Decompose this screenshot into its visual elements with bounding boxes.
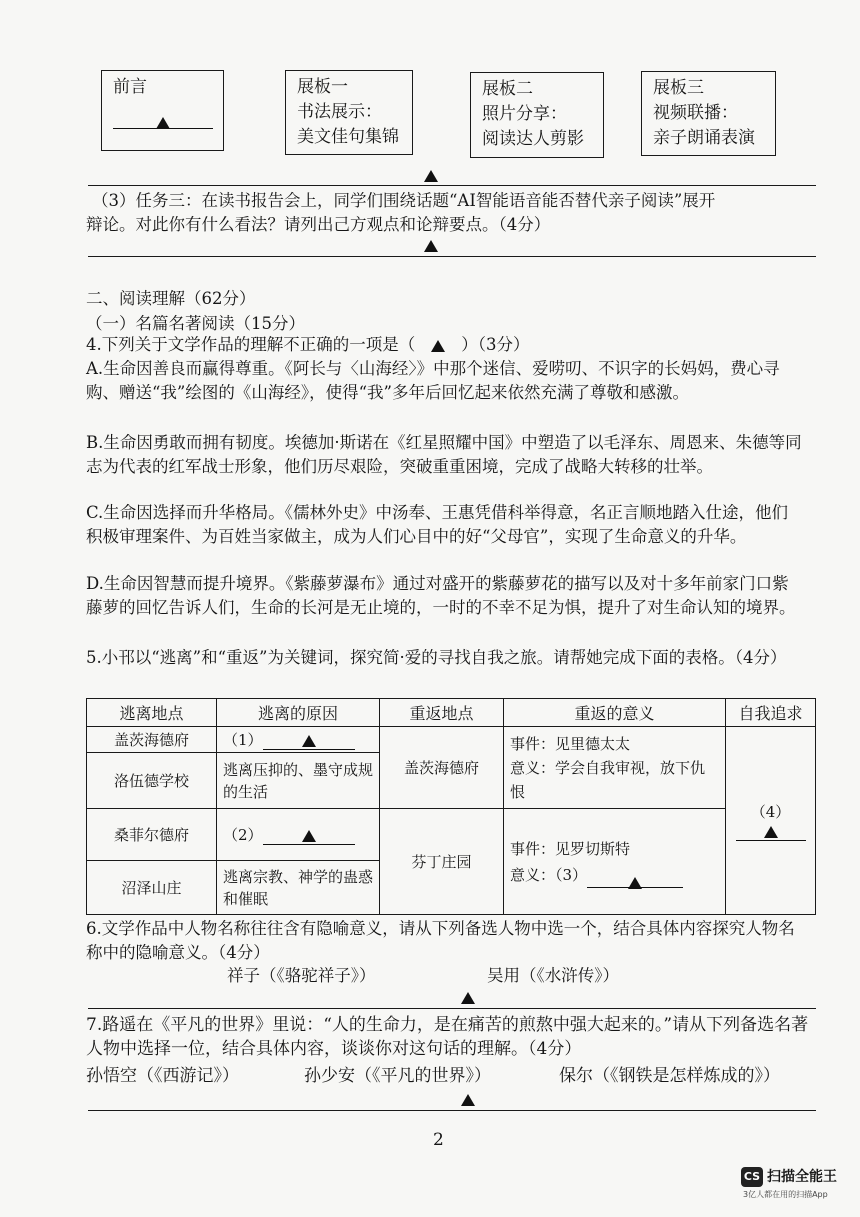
- task3-line2: 辩论。对此你有什么看法？请列出己方观点和论辩要点。（4分）: [86, 215, 551, 234]
- table-header: 逃离的原因: [217, 699, 380, 727]
- table-cell-return-place: 芬丁庄园: [380, 809, 504, 915]
- answer-triangle-icon: [628, 877, 642, 889]
- answer-triangle-icon: [424, 170, 438, 182]
- table-header: 逃离地点: [87, 699, 217, 727]
- answer-triangle-icon: [431, 340, 445, 352]
- task3-line1: （3）任务三：在读书报告会上，同学们围绕话题“AI智能语音能否替代亲子阅读”展开: [92, 191, 716, 210]
- table-cell-place: 桑菲尔德府: [87, 809, 217, 861]
- answer-triangle-icon: [302, 735, 316, 747]
- panel-line: 亲子朗诵表演: [653, 128, 755, 148]
- panel-2: [470, 72, 604, 158]
- q7-choice-2: 孙少安（《平凡的世界》）: [304, 1066, 491, 1086]
- table-header: 重返地点: [380, 699, 504, 727]
- q6-stem: 6.文学作品中人物名称往往含有隐喻意义，请从下列备选人物中选一个，结合具体内容探究人物名称中的隐喻意义。（4分）: [86, 919, 795, 962]
- table-cell-place: 盖茨海德府: [87, 727, 217, 753]
- answer-blank: [263, 731, 355, 750]
- answer-triangle-icon: [764, 826, 778, 838]
- q4-option-b: B.生命因勇敢而拥有韧度。埃德加·斯诺在《红星照耀中国》中塑造了以毛泽东、周恩来、朱德等同志为代表的红军战士形象，他们历尽艰险，突破重重困境，完成了战略大转移的壮举。: [86, 433, 802, 476]
- answer-blank: [263, 826, 355, 845]
- q7-choice-1: 孙悟空（《西游记》）: [86, 1066, 239, 1086]
- answer-triangle-icon: [461, 1094, 475, 1106]
- answer-line: [88, 1008, 816, 1009]
- q4-option-c: C.生命因选择而升华格局。《儒林外史》中汤奉、王惠凭借科举得意，名正言顺地踏入仕途，他们积极审理案件、为百姓当家做主，成为人们心目中的好“父母官”，实现了生命意义的升华。: [86, 503, 789, 546]
- table-cell-return-place: 盖茨海德府: [380, 727, 504, 809]
- watermark-tagline: 3亿人都在用的扫描App: [743, 1190, 828, 1199]
- subsection-title: （一）名篇名著阅读（15分）: [86, 314, 305, 333]
- q4-option-a: A.生命因善良而赢得尊重。《阿长与〈山海经〉》中那个迷信、爱唠叨、不识字的长妈妈，费心寻购、赠送“我”绘图的《山海经》，使得“我”多年后回忆起来依然充满了尊敬和感激。: [86, 359, 780, 402]
- panel-line: 阅读达人剪影: [482, 129, 584, 149]
- panel-line: 书法展示：: [297, 102, 382, 122]
- answer-line: [88, 1110, 816, 1111]
- watermark-name: 扫描全能王: [767, 1169, 837, 1185]
- section-title: 二、阅读理解（62分）: [86, 289, 256, 308]
- panel-preface: [101, 70, 224, 151]
- answer-triangle-icon: [156, 117, 170, 129]
- q4-option-d: D.生命因智慧而提升境界。《紫藤萝瀑布》通过对盛开的紫藤萝花的描写以及对十多年前家门口紫藤萝的回忆告诉人们，生命的长河是无止境的，一时的不幸不足为惧，提升了对生命认知的境界。: [86, 574, 796, 617]
- scanner-logo-icon: CS: [741, 1167, 763, 1187]
- table-cell-pursuit: （4）: [726, 727, 816, 915]
- answer-triangle-icon: [424, 240, 438, 252]
- panel-line: 视频联播：: [653, 103, 738, 123]
- panel-3: [641, 71, 776, 156]
- table-cell-meaning: 事件：见里德太太 意义：学会自我审视，放下仇恨: [504, 727, 726, 809]
- table-cell-place: 洛伍德学校: [87, 753, 217, 809]
- table-cell-meaning: 事件：见罗切斯特 意义：（3）: [504, 809, 726, 915]
- panel-title: 前言: [113, 77, 147, 97]
- panel-line: 美文佳句集锦: [297, 127, 399, 147]
- answer-blank: [587, 869, 683, 888]
- panel-line: 照片分享：: [482, 104, 567, 124]
- panel-title: 展板一: [297, 77, 348, 97]
- q7-choice-3: 保尔（《钢铁是怎样炼成的》）: [559, 1066, 780, 1086]
- answer-line: [88, 185, 816, 186]
- panel-answer-blank: [113, 110, 213, 129]
- panel-1: [285, 70, 413, 155]
- q6-choice-1: 祥子（《骆驼祥子》）: [227, 966, 376, 985]
- page-number: 2: [433, 1130, 444, 1150]
- table-header: 自我追求: [726, 699, 816, 727]
- table-cell-reason: 逃离宗教、神学的蛊惑和催眠: [217, 861, 380, 915]
- panel-title: 展板二: [482, 79, 533, 99]
- answer-triangle-icon: [302, 830, 316, 842]
- q4-stem: 4.下列关于文学作品的理解不正确的一项是（ ）（3分）: [86, 335, 530, 354]
- table-cell-reason-blank: （1）: [217, 727, 380, 753]
- jane-eyre-table: [86, 698, 816, 915]
- answer-line: [88, 256, 816, 257]
- table-cell-reason: 逃离压抑的、墨守成规的生活: [217, 753, 380, 809]
- q6-choice-2: 吴用（《水浒传》）: [487, 966, 619, 985]
- q7-stem: 7.路遥在《平凡的世界》里说：“人的生命力，是在痛苦的煎熬中强大起来的。”请从下列备选名著人物中选择一位，结合具体内容，谈谈你对这句话的理解。（4分）: [86, 1015, 809, 1059]
- answer-triangle-icon: [461, 992, 475, 1004]
- table-cell-place: 沼泽山庄: [87, 861, 217, 915]
- panel-title: 展板三: [653, 78, 704, 98]
- table-cell-reason-blank: （2）: [217, 809, 380, 861]
- answer-blank: [736, 822, 806, 841]
- q5-stem: 5.小邗以“逃离”和“重返”为关键词，探究简·爱的寻找自我之旅。请帮她完成下面的表格。（4分）: [86, 648, 787, 667]
- table-header: 重返的意义: [504, 699, 726, 727]
